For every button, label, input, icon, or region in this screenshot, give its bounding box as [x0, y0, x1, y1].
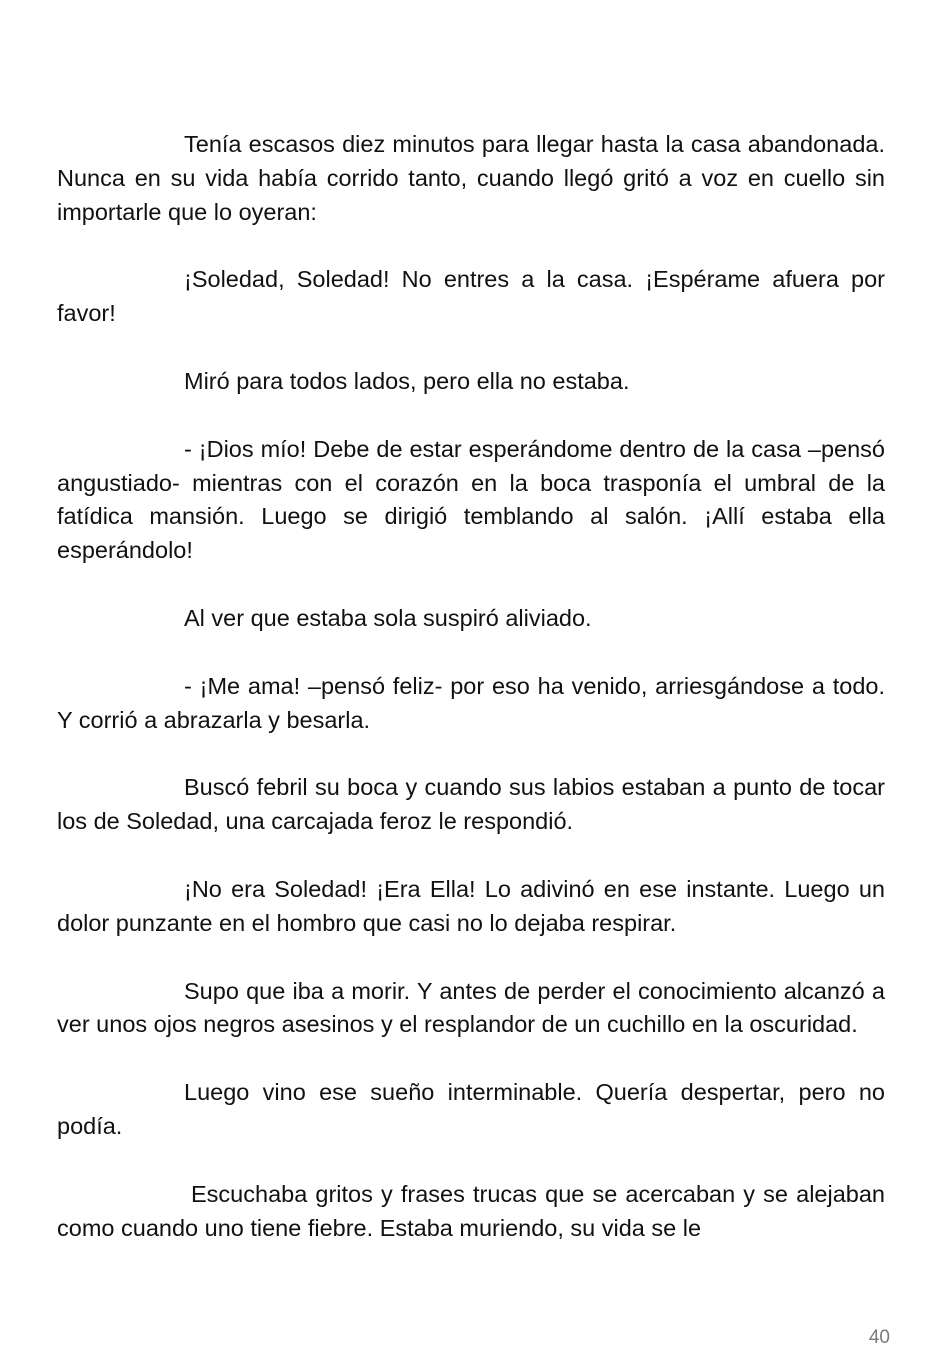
- paragraph-11: Escuchaba gritos y frases trucas que se acercaban y se alejaban como cuando uno tiene fiebre. Estaba muriendo, su vida se le: [57, 1180, 885, 1241]
- paragraph-7: Buscó febril su boca y cuando sus labios estaban a punto de tocar los de Soledad, una carcajada feroz le respondió.: [57, 774, 885, 835]
- page-number: 40: [868, 1327, 890, 1348]
- paragraph-9: Supo que iba a morir. Y antes de perder el conocimiento alcanzó a ver unos ojos negros asesinos y el resplandor de un cuchillo en la oscuridad.: [57, 977, 885, 1038]
- paragraph-4: - ¡Dios mío! Debe de estar esperándome dentro de la casa –pensó angustiado- mientras con el corazón en la boca trasponía el umbral de la fatídica mansión. Luego se dirigió temblando al salón. ¡Allí estaba ella esperándolo!: [57, 435, 885, 564]
- page-body: [57, 128, 885, 1279]
- paragraph-6: - ¡Me ama! –pensó feliz- por eso ha venido, arriesgándose a todo. Y corrió a abrazarla y besarla.: [57, 672, 885, 733]
- paragraph-3: Miró para todos lados, pero ella no estaba.: [184, 367, 630, 394]
- paragraph-5: Al ver que estaba sola suspiró aliviado.: [184, 604, 592, 631]
- paragraph-8: ¡No era Soledad! ¡Era Ella! Lo adivinó en ese instante. Luego un dolor punzante en el hombro que casi no lo dejaba respirar.: [57, 875, 885, 936]
- paragraph-2: ¡Soledad, Soledad! No entres a la casa. ¡Espérame afuera por favor!: [57, 266, 885, 327]
- paragraph-10: Luego vino ese sueño interminable. Quería despertar, pero no podía.: [57, 1079, 885, 1139]
- paragraph-1: Tenía escasos diez minutos para llegar hasta la casa abandonada. Nunca en su vida había corrido tanto, cuando llegó gritó a voz en cuello sin importarle que lo oyeran:: [57, 131, 885, 225]
